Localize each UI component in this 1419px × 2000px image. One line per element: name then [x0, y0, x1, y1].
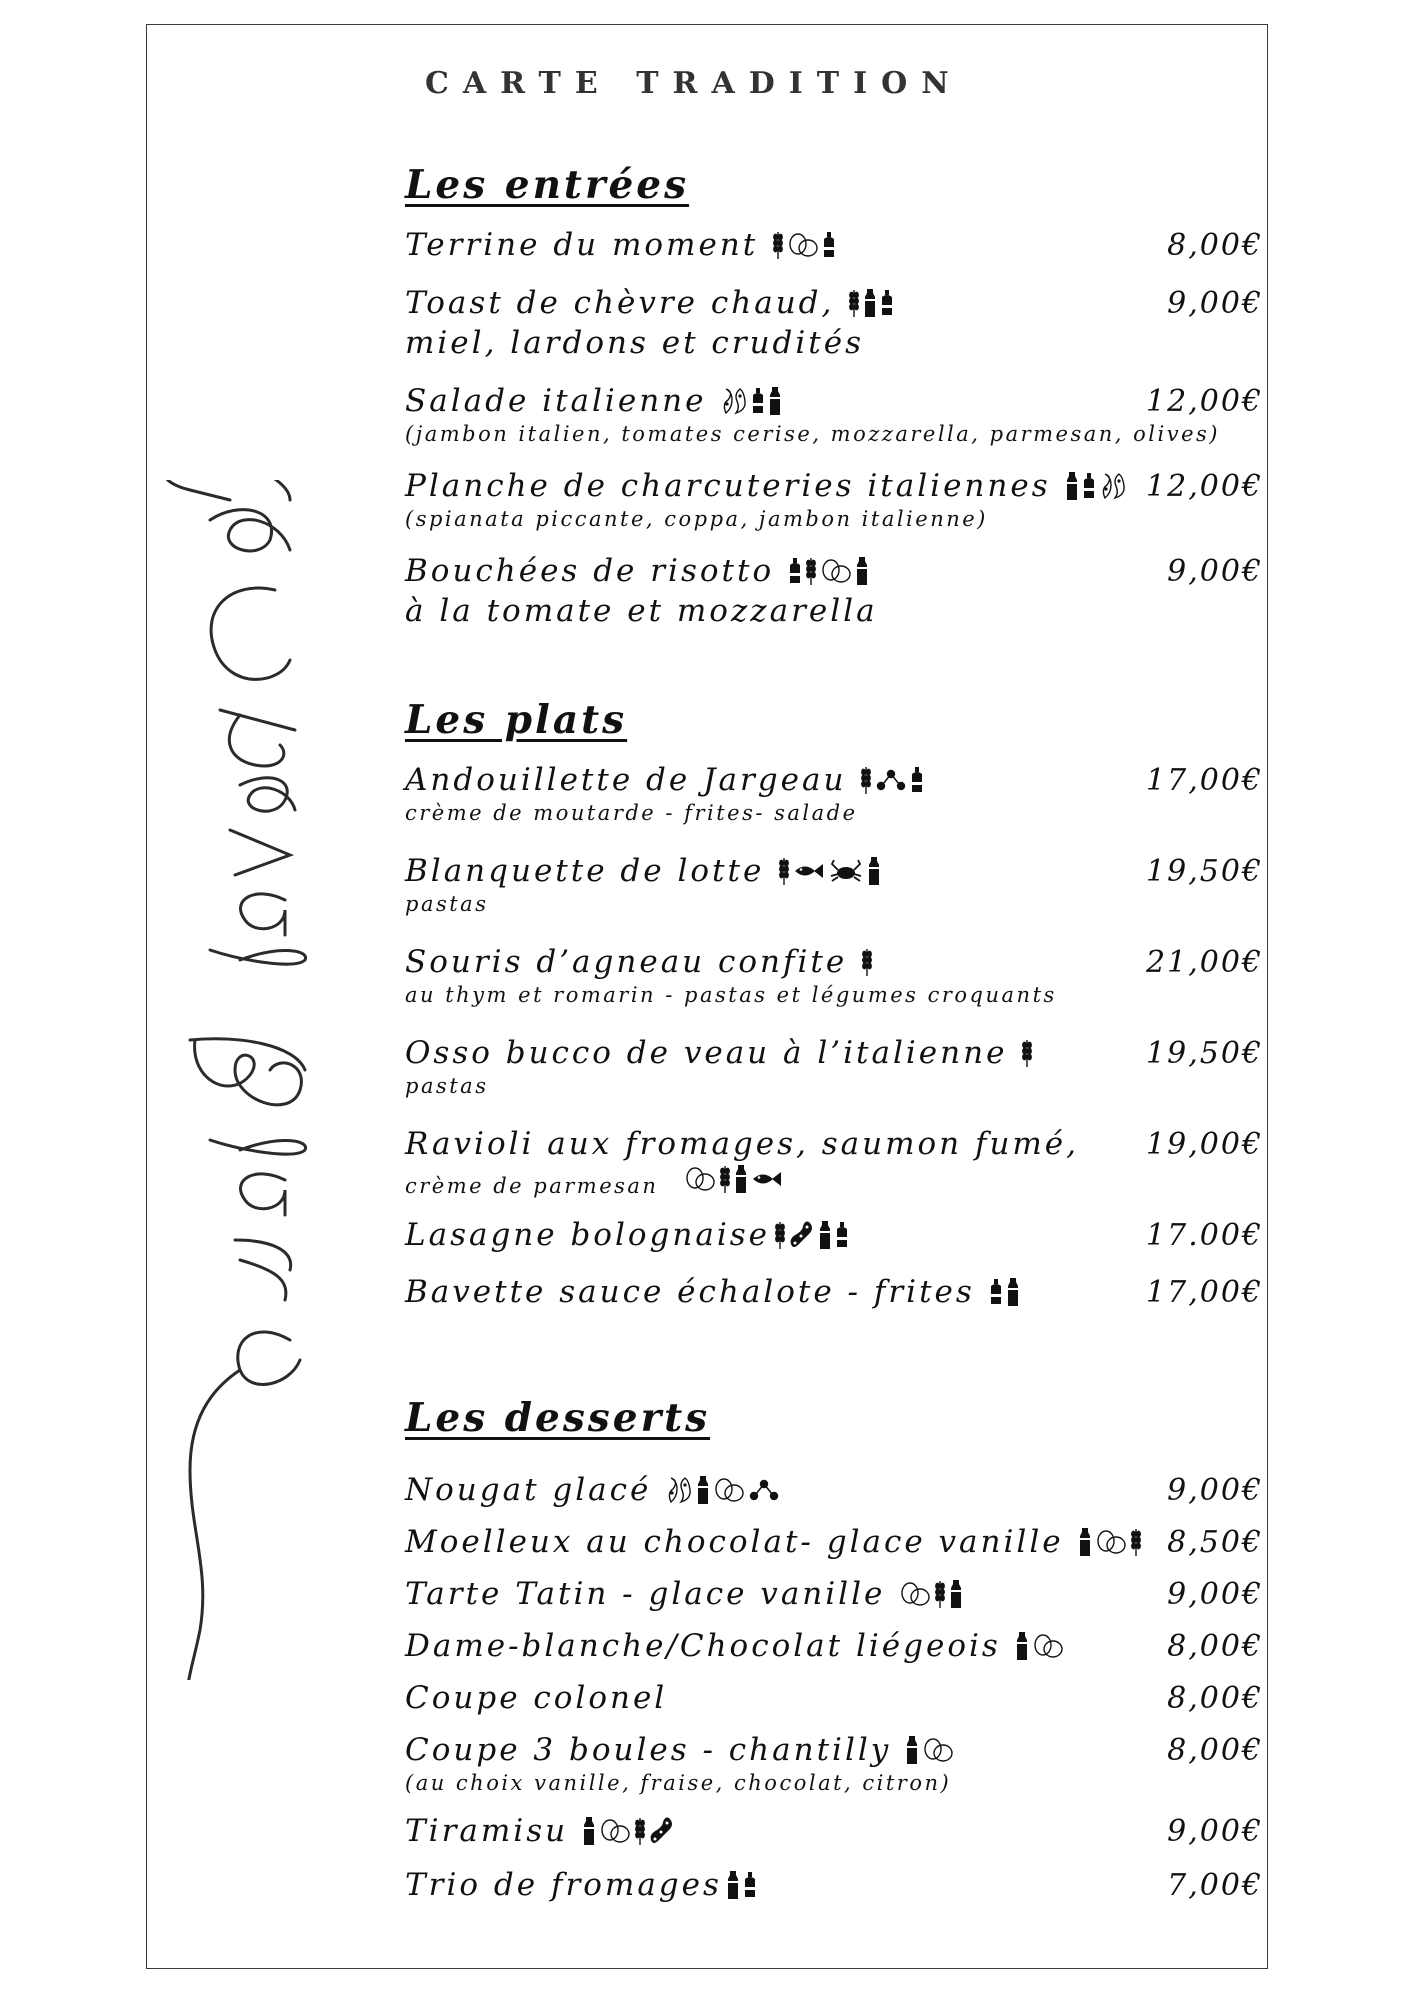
- allergen-icons: [899, 1579, 963, 1609]
- allergen-icons: [860, 765, 924, 795]
- allergen-icons: [989, 1277, 1020, 1307]
- item-price: 8,00€: [1167, 1732, 1263, 1768]
- menu-item: [405, 1272, 1263, 1312]
- menu-item: [405, 1626, 1263, 1666]
- mustard-icon: [880, 289, 894, 317]
- item-name: Toast de chèvre chaud,: [405, 285, 835, 321]
- menu-item: [405, 851, 1263, 917]
- sesame-icon: [875, 768, 907, 792]
- milk-icon: [855, 556, 869, 586]
- restaurant-script-logo: [40, 480, 330, 1680]
- item-description-text: crème de parmesan: [405, 1174, 659, 1198]
- item-price: 9,00€: [1167, 1576, 1263, 1612]
- section-title-entrees: Les entrées: [405, 162, 690, 208]
- milk-icon: [582, 1816, 596, 1846]
- milk-icon: [1015, 1631, 1029, 1661]
- allergen-icons: [1065, 471, 1127, 501]
- item-name: Dame-blanche/Chocolat liégeois: [405, 1628, 1001, 1664]
- item-price: 8,50€: [1167, 1524, 1263, 1560]
- menu-item: [405, 225, 1263, 265]
- gluten-icon: [861, 947, 873, 977]
- soy-icon: [649, 1816, 675, 1846]
- menu-item: [405, 1865, 1263, 1905]
- item-price: 12,00€: [1146, 468, 1263, 504]
- allergen-icons: [788, 556, 869, 586]
- item-price: 8,00€: [1167, 1680, 1263, 1716]
- item-name: Osso bucco de veau à l’italienne: [405, 1035, 1008, 1071]
- allergen-icons: [726, 1870, 757, 1900]
- item-price: 8,00€: [1167, 1628, 1263, 1664]
- mustard-icon: [835, 1221, 849, 1249]
- mustard-icon: [822, 231, 836, 259]
- item-name: Andouillette de Jargeau: [405, 762, 847, 798]
- nuts-icon: [665, 1475, 693, 1505]
- item-price: 17,00€: [1146, 1274, 1263, 1310]
- egg-icon: [1032, 1632, 1064, 1660]
- item-price: 7,00€: [1167, 1867, 1263, 1903]
- gluten-icon: [860, 765, 872, 795]
- gluten-icon: [774, 1220, 786, 1250]
- item-description: (au choix vanille, fraise, chocolat, citron): [405, 1771, 952, 1795]
- item-price: 17,00€: [1146, 762, 1263, 798]
- allergen-icons: [720, 386, 782, 416]
- item-price: 9,00€: [1167, 553, 1263, 589]
- gluten-icon: [934, 1579, 946, 1609]
- menu-item: [405, 1730, 1263, 1796]
- item-name: Bavette sauce échalote - frites: [405, 1274, 975, 1310]
- menu-item: [405, 381, 1263, 447]
- milk-icon: [768, 386, 782, 416]
- egg-icon: [713, 1476, 745, 1504]
- milk-icon: [905, 1735, 919, 1765]
- milk-icon: [949, 1579, 963, 1609]
- item-price: 9,00€: [1167, 1813, 1263, 1849]
- menu-item: [405, 1033, 1263, 1099]
- egg-icon: [599, 1817, 631, 1845]
- crab-icon: [828, 858, 864, 884]
- sesame-icon: [748, 1478, 780, 1502]
- item-price: 21,00€: [1146, 944, 1263, 980]
- item-name: Blanquette de lotte: [405, 853, 765, 889]
- milk-icon: [863, 288, 877, 318]
- mustard-icon: [751, 387, 765, 415]
- egg-icon: [787, 231, 819, 259]
- item-description: [405, 1164, 1263, 1199]
- milk-icon: [1065, 471, 1079, 501]
- item-price: 19,00€: [1146, 1126, 1263, 1162]
- item-price: 17.00€: [1146, 1217, 1263, 1253]
- menu-item: [405, 760, 1263, 826]
- item-name: Nougat glacé: [405, 1472, 652, 1508]
- allergen-icons: [1015, 1631, 1064, 1661]
- gluten-icon: [1130, 1527, 1142, 1557]
- allergen-icons: [778, 856, 881, 886]
- egg-icon: [820, 557, 852, 585]
- section-title-desserts: Les desserts: [405, 1395, 711, 1441]
- item-name: Coupe 3 boules - chantilly: [405, 1732, 892, 1768]
- item-description: pastas: [405, 1074, 489, 1098]
- mustard-icon: [989, 1278, 1003, 1306]
- allergen-icons: [1078, 1527, 1142, 1557]
- egg-icon: [684, 1165, 716, 1193]
- item-name: Terrine du moment: [405, 227, 759, 263]
- item-name: Tarte Tatin - glace vanille: [405, 1576, 886, 1612]
- egg-icon: [1095, 1528, 1127, 1556]
- item-name: Souris d’agneau confite: [405, 944, 848, 980]
- item-description: (spianata piccante, coppa, jambon italienne): [405, 507, 988, 531]
- mustard-icon: [910, 766, 924, 794]
- item-description: au thym et romarin - pastas et légumes croquants: [405, 983, 1057, 1007]
- menu-item: [405, 1811, 1263, 1851]
- item-name: Salade italienne: [405, 383, 707, 419]
- item-name: Tiramisu: [405, 1813, 569, 1849]
- allergen-icons: [665, 1475, 780, 1505]
- item-price: 12,00€: [1146, 383, 1263, 419]
- gluten-icon: [778, 856, 790, 886]
- item-name: Moelleux au chocolat- glace vanille: [405, 1524, 1064, 1560]
- nuts-icon: [720, 386, 748, 416]
- gluten-icon: [805, 556, 817, 586]
- mustard-icon: [1082, 472, 1096, 500]
- item-price: 9,00€: [1167, 1472, 1263, 1508]
- soy-icon: [789, 1220, 815, 1250]
- menu-item: [405, 1522, 1263, 1562]
- item-name: Coupe colonel: [405, 1680, 668, 1716]
- gluten-icon: [719, 1164, 731, 1194]
- milk-icon: [696, 1475, 710, 1505]
- item-name: Lasagne bolognaise: [405, 1217, 771, 1253]
- allergen-icons: [582, 1816, 675, 1846]
- item-name: Trio de fromages: [405, 1867, 722, 1903]
- milk-icon: [1078, 1527, 1092, 1557]
- nuts-icon: [1099, 471, 1127, 501]
- carte-title: CARTE TRADITION: [425, 66, 963, 101]
- milk-icon: [818, 1220, 832, 1250]
- item-name: Planche de charcuteries italiennes: [405, 468, 1051, 504]
- allergen-icons: [774, 1220, 849, 1250]
- menu-item: [405, 942, 1263, 1008]
- milk-icon: [867, 856, 881, 886]
- mustard-icon: [788, 557, 802, 585]
- gluten-icon: [1021, 1038, 1033, 1068]
- milk-icon: [1006, 1277, 1020, 1307]
- item-description: (jambon italien, tomates cerise, mozzarella, parmesan, olives): [405, 422, 1220, 446]
- item-name: Ravioli aux fromages, saumon fumé,: [405, 1126, 1080, 1162]
- menu-item: [405, 283, 1263, 363]
- item-price: 9,00€: [1167, 285, 1263, 321]
- item-description: pastas: [405, 892, 489, 916]
- mustard-icon: [743, 1871, 757, 1899]
- allergen-icons: [905, 1735, 954, 1765]
- fish-icon: [793, 862, 825, 880]
- allergen-icons: [684, 1164, 783, 1194]
- item-name-line2: à la tomate et mozzarella: [405, 593, 878, 629]
- menu-item: [405, 1470, 1263, 1510]
- allergen-icons: [861, 947, 873, 977]
- gluten-icon: [634, 1816, 646, 1846]
- egg-icon: [922, 1736, 954, 1764]
- menu-item: [405, 551, 1263, 631]
- gluten-icon: [848, 288, 860, 318]
- menu-item: [405, 466, 1263, 532]
- gluten-icon: [772, 230, 784, 260]
- menu-item: [405, 1678, 1263, 1718]
- menu-item: [405, 1574, 1263, 1614]
- item-name-line2: miel, lardons et crudités: [405, 325, 865, 361]
- milk-icon: [734, 1164, 748, 1194]
- item-price: 19,50€: [1146, 853, 1263, 889]
- fish-icon: [751, 1170, 783, 1188]
- item-description: crème de moutarde - frites- salade: [405, 801, 858, 825]
- allergen-icons: [772, 230, 836, 260]
- milk-icon: [726, 1870, 740, 1900]
- allergen-icons: [1021, 1038, 1033, 1068]
- item-price: 8,00€: [1167, 227, 1263, 263]
- item-name: Bouchées de risotto: [405, 553, 775, 589]
- allergen-icons: [848, 288, 894, 318]
- menu-item: [405, 1215, 1263, 1255]
- egg-icon: [899, 1580, 931, 1608]
- menu-item: [405, 1124, 1263, 1199]
- section-title-plats: Les plats: [405, 697, 628, 743]
- item-price: 19,50€: [1146, 1035, 1263, 1071]
